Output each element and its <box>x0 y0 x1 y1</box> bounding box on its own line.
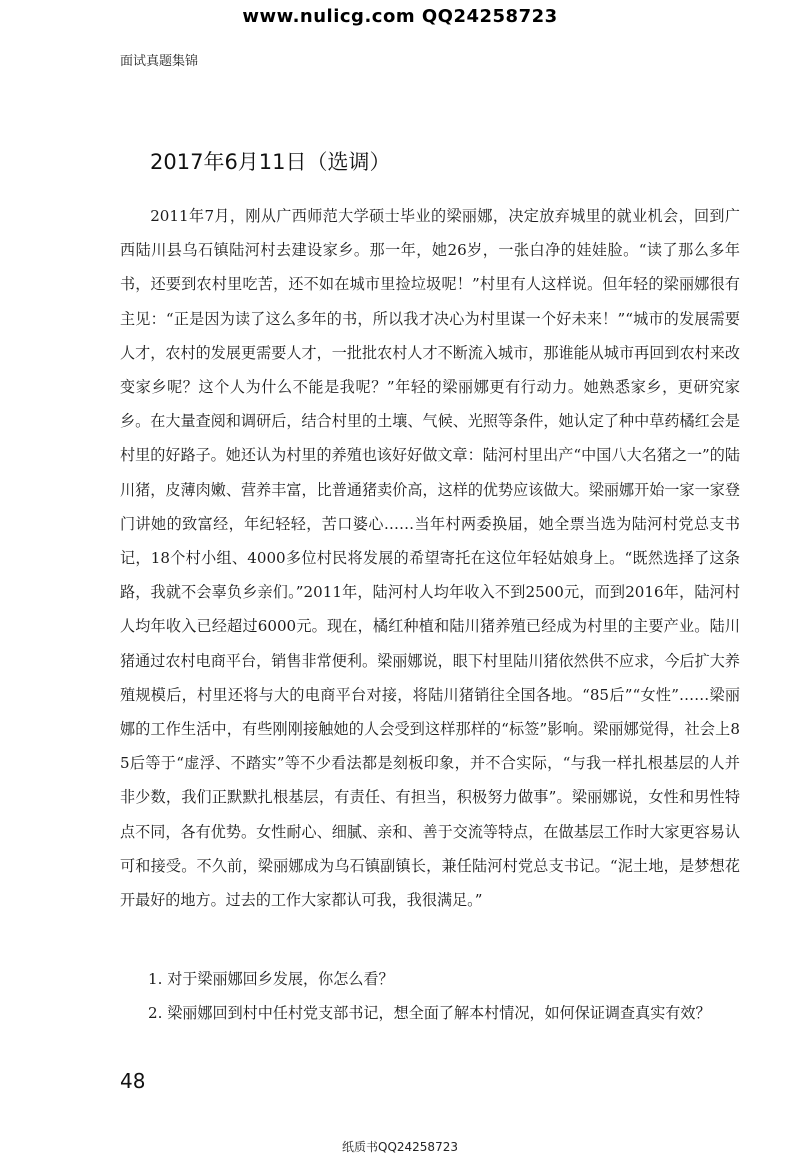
question-item-1: 1. 对于梁丽娜回乡发展，你怎么看？ <box>148 970 394 988</box>
article-body: 2011年7月，刚从广西师范大学硕士毕业的梁丽娜，决定放弃城里的就业机会，回到广西陆川县乌石镇陆河村去建设家乡。那一年，她26岁，一张白净的娃娃脸。“读了那么多年书，还要到农村里吃苦，还不如在城市里捡垃圾呢！”村里有人这样说。但年轻的梁丽娜很有主见：“正是因为读了这么多年的书，所以我才决心为村里谋一个好未来！”“城市的发展需要人才，农村的发展更需要人才，一批批农村人才不断流入城市，那谁能从城市再回到农村来改变家乡呢？这个人为什么不能是我呢？”年轻的梁丽娜更有行动力。她熟悉家乡，更研究家乡。在大量查阅和调研后，结合村里的土壤、气候、光照等条件，她认定了种中草药橘红会是村里的好路子。她还认为村里的养殖也该好好做文章：陆河村里出产“中国八大名猪之一”的陆川猪，皮薄肉嫩、营养丰富，比普通猪卖价高，这样的优势应该做大。梁丽娜开始一家一家登门讲她的致富经，年纪轻轻，苦口婆心……当年村两委换届，她全票当选为陆河村党总支书记，18个村小组、4000多位村民将发展的希望寄托在这位年轻姑娘身上。“既然选择了这条路，我就不会辜负乡亲们。”2011年，陆河村人均年收入不到2500元，而到2016年，陆河村人均年收入已经超过6000元。现在，橘红种植和陆川猪养殖已经成为村里的主要产业。陆川猪通过农村电商平台，销售非常便利。梁丽娜说，眼下村里陆川猪依然供不应求，今后扩大养殖规模后，村里还将与大的电商平台对接，将陆川猪销往全国各地。“85后”“女性”……梁丽娜的工作生活中，有些刚刚接触她的人会受到这样那样的“标签”影响。梁丽娜觉得，社会上85后等于“虚浮、不踏实”等不少看法都是刻板印象，并不合实际，“与我一样扎根基层的人并非少数，我们正默默扎根基层，有责任、有担当，积极努力做事”。梁丽娜说，女性和男性特点不同，各有优势。女性耐心、细腻、亲和、善于交流等特点，在做基层工作时大家更容易认可和接受。不久前，梁丽娜成为乌石镇副镇长，兼任陆河村党总支书记。“泥土地，是梦想花开最好的地方。过去的工作大家都认可我，我很满足。” <box>120 207 740 910</box>
book-series-title: 面试真题集锦 <box>120 54 199 69</box>
website-watermark-header: www.nulicg.com QQ24258723 <box>242 6 558 27</box>
footer-contact-note: 纸质书QQ24258723 <box>342 1140 458 1154</box>
page-title: 2017年6月11日（选调） <box>150 150 391 174</box>
question-item-2: 2. 梁丽娜回到村中任村党支部书记，想全面了解本村情况，如何保证调查真实有效？ <box>148 1004 711 1022</box>
question-list <box>148 962 748 1030</box>
page-number: 48 <box>120 1069 146 1093</box>
